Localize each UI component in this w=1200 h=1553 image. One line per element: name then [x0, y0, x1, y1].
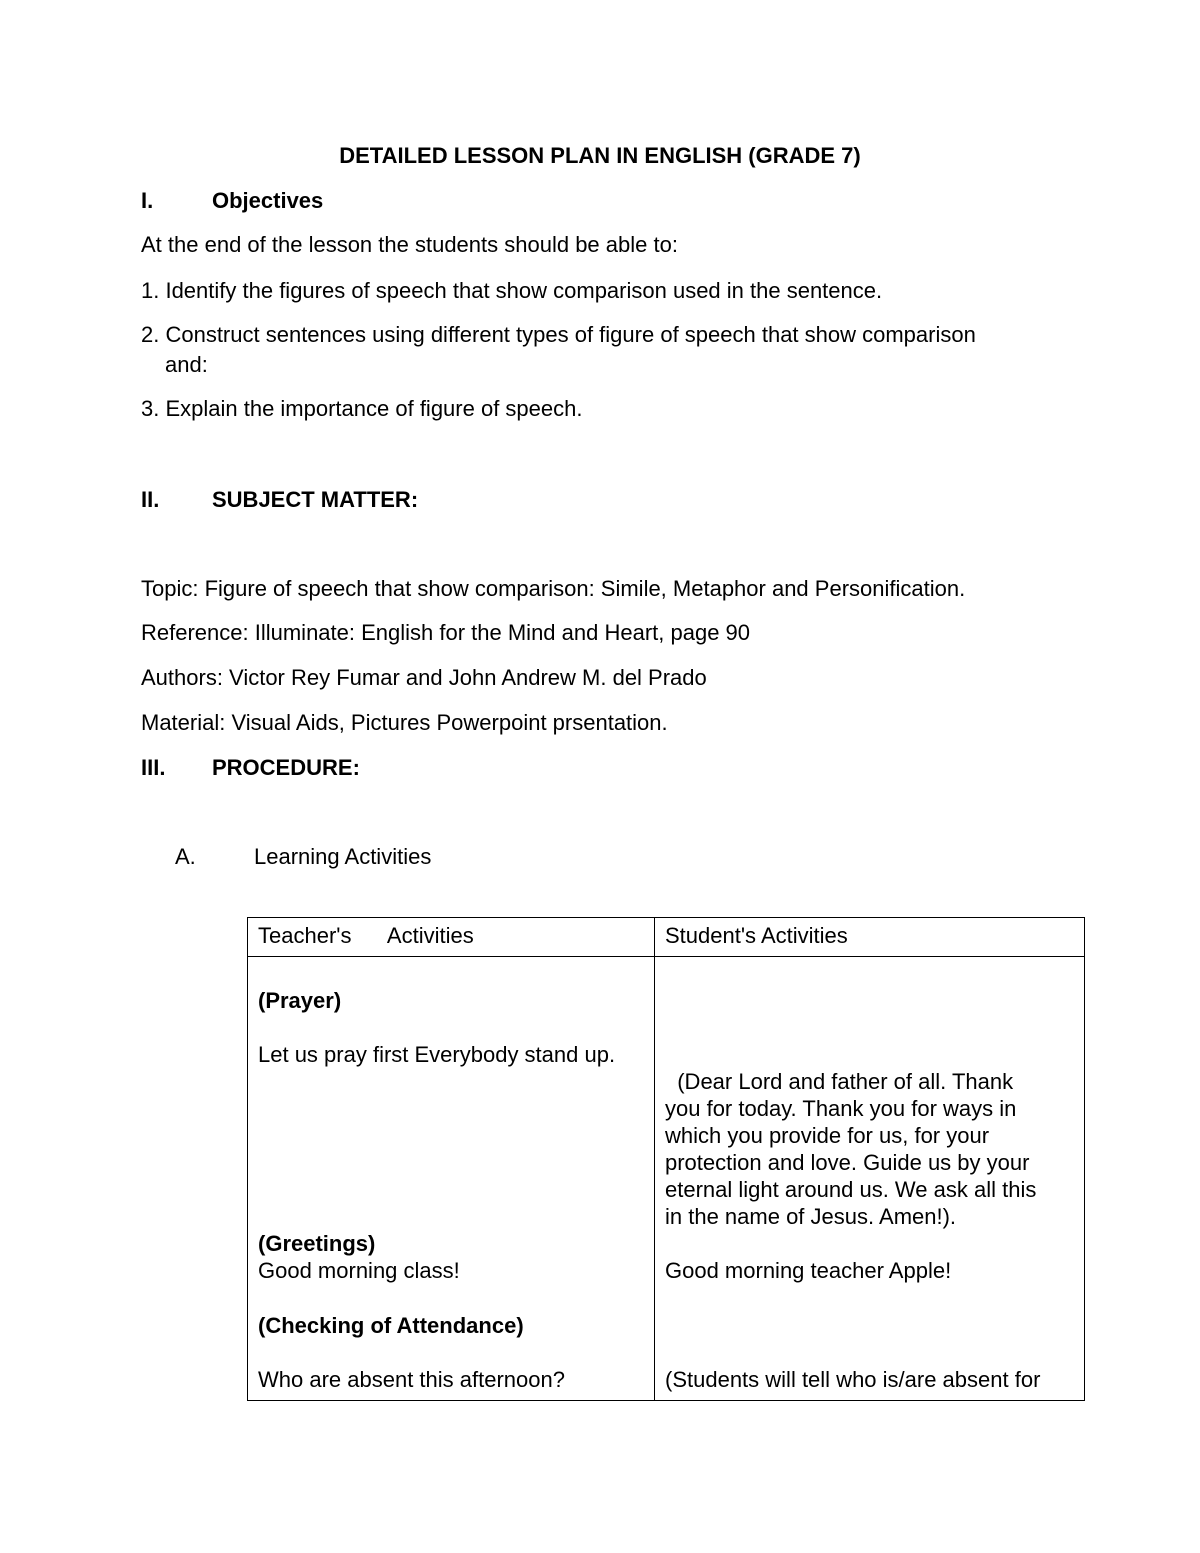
table-column-divider	[654, 918, 655, 1400]
teacher-prayer-line: Let us pray first Everybody stand up.	[258, 1042, 616, 1067]
teacher-attendance-heading: (Checking of Attendance)	[258, 1313, 524, 1338]
header-teacher-activities: Teacher's Activities	[258, 923, 474, 948]
student-prayer-line-5: eternal light around us. We ask all this	[665, 1177, 1037, 1202]
section-3-number: III.	[141, 755, 166, 780]
student-prayer-line-1: (Dear Lord and father of all. Thank	[665, 1069, 1014, 1094]
section-2-number: II.	[141, 487, 160, 512]
objective-2-continued: and:	[165, 352, 208, 377]
objective-1: 1. Identify the figures of speech that show comparison used in the sentence.	[141, 278, 883, 303]
section-2-title: SUBJECT MATTER:	[212, 487, 419, 512]
section-1-number: I.	[141, 188, 154, 213]
student-attendance-reply: (Students will tell who is/are absent for	[665, 1367, 1041, 1392]
student-prayer-line-4: protection and love. Guide us by your	[665, 1150, 1030, 1175]
subject-topic: Topic: Figure of speech that show comparison: Simile, Metaphor and Personification.	[141, 576, 966, 601]
teacher-attendance-line: Who are absent this afternoon?	[258, 1367, 565, 1392]
subject-authors: Authors: Victor Rey Fumar and John Andrew M. del Prado	[141, 665, 707, 690]
header-student-activities: Student's Activities	[665, 923, 848, 948]
teacher-prayer-heading: (Prayer)	[258, 988, 342, 1013]
learning-activities-table	[247, 917, 1085, 1401]
subject-material: Material: Visual Aids, Pictures Powerpoint prsentation.	[141, 710, 668, 735]
section-3-title: PROCEDURE:	[212, 755, 360, 780]
objective-2: 2. Construct sentences using different types of figure of speech that show comparison	[141, 322, 976, 347]
subsection-a-title: Learning Activities	[254, 844, 432, 869]
section-1-title: Objectives	[212, 188, 324, 213]
subsection-a-letter: A.	[175, 844, 196, 869]
student-prayer-line-2: you for today. Thank you for ways in	[665, 1096, 1017, 1121]
table-header-divider	[248, 956, 1084, 957]
document-title: DETAILED LESSON PLAN IN ENGLISH (GRADE 7)	[339, 143, 861, 168]
subject-reference: Reference: Illuminate: English for the Mind and Heart, page 90	[141, 620, 751, 645]
objectives-intro: At the end of the lesson the students should be able to:	[141, 232, 678, 257]
teacher-greetings-line: Good morning class!	[258, 1258, 460, 1283]
student-prayer-line-3: which you provide for us, for your	[665, 1123, 990, 1148]
student-greetings-reply: Good morning teacher Apple!	[665, 1258, 952, 1283]
student-prayer-line-6: in the name of Jesus. Amen!).	[665, 1204, 957, 1229]
teacher-greetings-heading: (Greetings)	[258, 1231, 376, 1256]
objective-3: 3. Explain the importance of figure of speech.	[141, 396, 583, 421]
